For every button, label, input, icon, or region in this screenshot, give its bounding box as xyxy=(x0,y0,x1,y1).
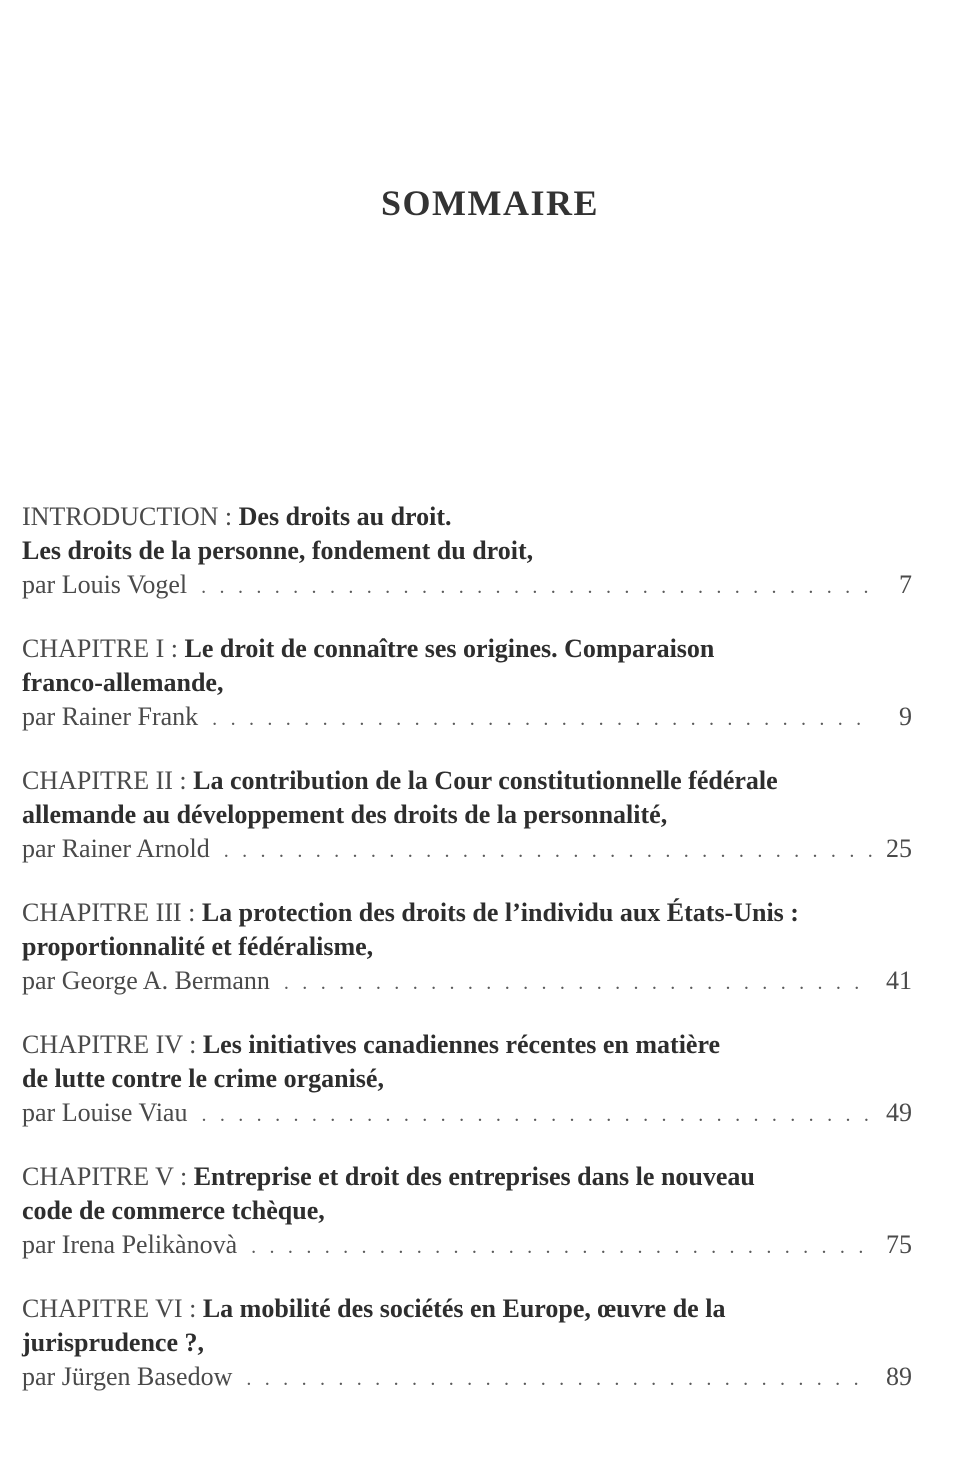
entry-title-continued: code de commerce tchèque, xyxy=(22,1196,325,1225)
dot-leader xyxy=(210,834,872,868)
toc-entry-chapitre-6[interactable] xyxy=(22,1292,912,1396)
entry-label: CHAPITRE III : xyxy=(22,898,196,927)
entry-author: par Louise Viau xyxy=(22,1098,188,1127)
entry-author-line xyxy=(22,832,912,868)
entry-title: Le droit de connaître ses origines. Comparaison xyxy=(184,634,715,663)
entry-label: CHAPITRE I : xyxy=(22,634,178,663)
entry-label: CHAPITRE VI : xyxy=(22,1294,197,1323)
entry-page-number: 75 xyxy=(886,1230,912,1259)
entry-label: CHAPITRE IV : xyxy=(22,1030,197,1059)
entry-label: CHAPITRE V : xyxy=(22,1162,188,1191)
entry-heading-line-1 xyxy=(22,1028,912,1062)
entry-title-continued: de lutte contre le crime organisé, xyxy=(22,1064,384,1093)
entry-heading-line-1 xyxy=(22,632,912,666)
entry-author: par Rainer Arnold xyxy=(22,834,210,863)
entry-page-number: 7 xyxy=(899,570,912,599)
entry-page-number: 49 xyxy=(886,1098,912,1127)
entry-title: Les initiatives canadiennes récentes en matière xyxy=(202,1030,721,1059)
entry-title-continued: proportionnalité et fédéralisme, xyxy=(22,932,374,961)
entry-label: INTRODUCTION : xyxy=(22,502,233,531)
entry-page-number: 41 xyxy=(886,966,912,995)
entry-title: La protection des droits de l’individu aux États-Unis : xyxy=(201,898,799,927)
entry-title: La mobilité des sociétés en Europe, œuvre de la xyxy=(202,1294,726,1323)
entry-author: par Irena Pelikànovà xyxy=(22,1230,238,1259)
entry-author-line xyxy=(22,700,912,736)
entry-author-line xyxy=(22,1096,912,1132)
dot-leader xyxy=(187,570,872,604)
entry-heading-line-1 xyxy=(22,500,912,534)
entry-author-line xyxy=(22,568,912,604)
toc-entry-chapitre-1[interactable] xyxy=(22,632,912,736)
entry-title-continued: franco-allemande, xyxy=(22,668,224,697)
entry-author: par Louis Vogel xyxy=(22,570,188,599)
entry-page-number: 9 xyxy=(899,702,912,731)
toc-entry-introduction[interactable] xyxy=(22,500,912,604)
dot-leader xyxy=(232,1362,872,1396)
entry-author: par Jürgen Basedow xyxy=(22,1362,233,1391)
toc-entry-chapitre-5[interactable] xyxy=(22,1160,912,1264)
page-title: SOMMAIRE xyxy=(381,183,599,223)
entry-title-continued: jurisprudence ?, xyxy=(22,1328,204,1357)
dot-leader xyxy=(187,1098,872,1132)
toc-entry-chapitre-4[interactable] xyxy=(22,1028,912,1132)
dot-leader xyxy=(198,702,872,736)
entry-title-continued: allemande au développement des droits de la personnalité, xyxy=(22,800,668,829)
entry-heading-line-1 xyxy=(22,1160,912,1194)
table-of-contents xyxy=(22,500,912,1396)
toc-entry-chapitre-3[interactable] xyxy=(22,896,912,1000)
entry-title: Des droits au droit. xyxy=(238,502,452,531)
dot-leader xyxy=(237,1230,872,1264)
dot-leader xyxy=(270,966,872,1000)
entry-page-number: 25 xyxy=(886,834,912,863)
entry-heading-line-1 xyxy=(22,1292,912,1326)
entry-heading-line-1 xyxy=(22,764,912,798)
entry-label: CHAPITRE II : xyxy=(22,766,187,795)
entry-author: par Rainer Frank xyxy=(22,702,199,731)
entry-author-line xyxy=(22,1360,912,1396)
entry-author: par George A. Bermann xyxy=(22,966,270,995)
toc-entry-chapitre-2[interactable] xyxy=(22,764,912,868)
entry-author-line xyxy=(22,1228,912,1264)
entry-title: La contribution de la Cour constitutionnelle fédérale xyxy=(193,766,778,795)
entry-author-line xyxy=(22,964,912,1000)
entry-title: Entreprise et droit des entreprises dans le nouveau xyxy=(193,1162,755,1191)
entry-title-continued: Les droits de la personne, fondement du droit, xyxy=(22,536,534,565)
entry-page-number: 89 xyxy=(886,1362,912,1391)
entry-heading-line-1 xyxy=(22,896,912,930)
